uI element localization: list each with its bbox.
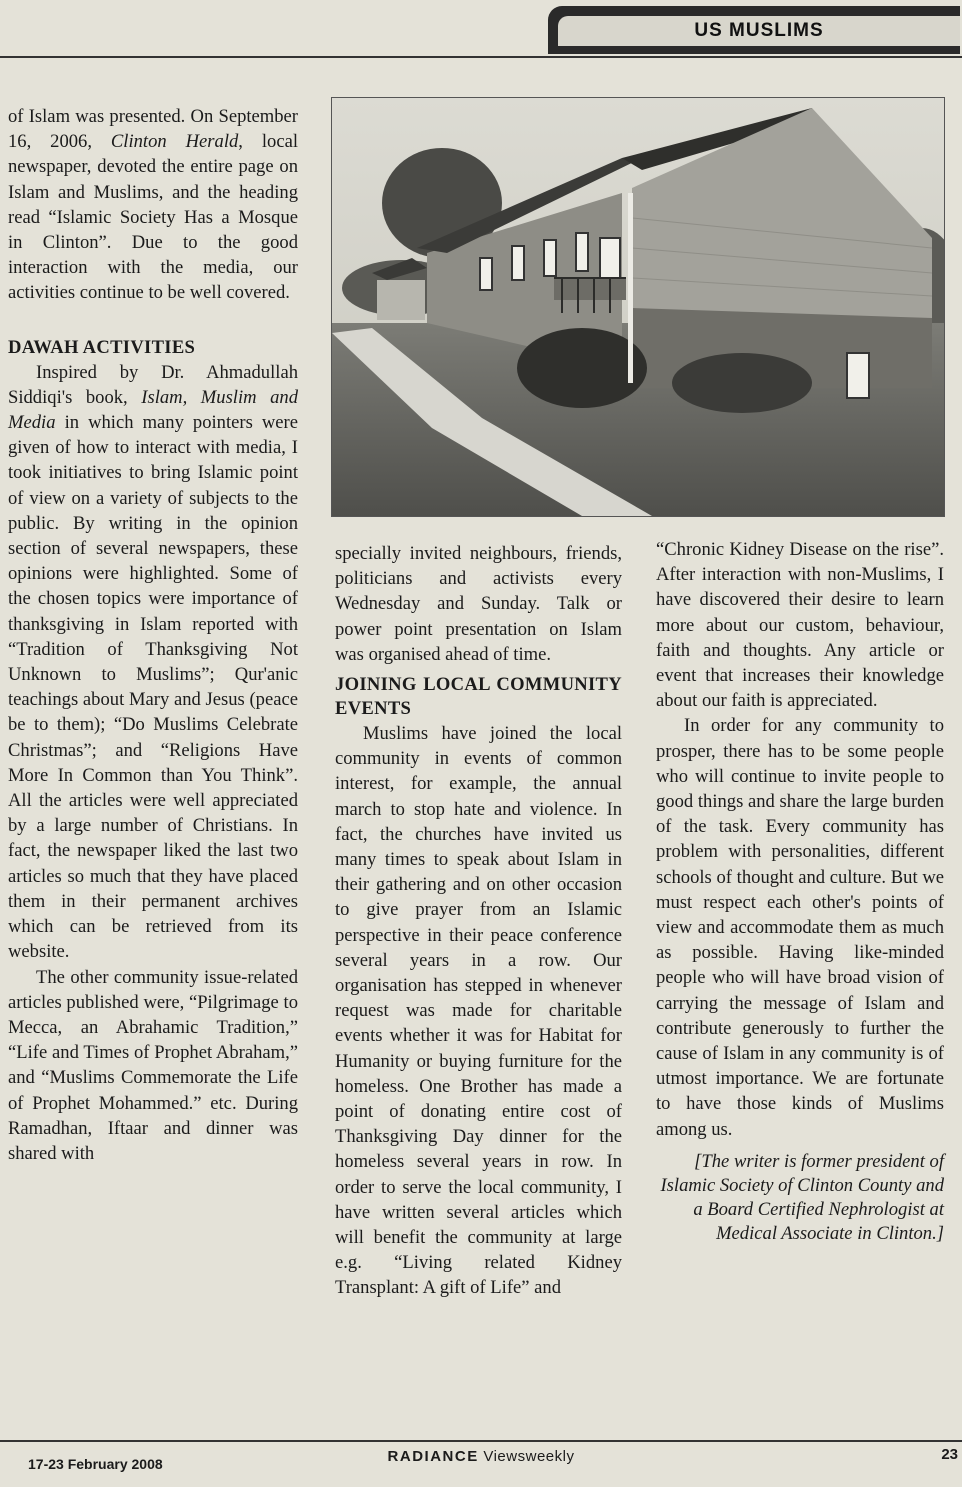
text-span: in which many pointers were given of how to interact with media, I took initiatives to bring Islamic point of view on a variety of subjects to the public. By writing in the opinion section of several newspapers, these opinions were highlighted. Some of the chosen topics were importance of thanksgiving in Islam reported with “Tradition of Thanksgiving Not Unknown to Muslims”; Qur'anic teachings about Mary and Jesus (peace be to them); “Do Muslims Celebrate Christmas”; and “Religions Have More In Common than You Think”. All the articles were well appreciated by a large number of Christians. In fact, the newspaper liked the last two articles so much that they have placed them in their permanent archives which can be retrieved from its website.	[8, 412, 298, 963]
paragraph-community-prosper: In order for any community to prosper, there has to be some people who will continue to invite people to good things and share the large burden of the task. Every community has problem with personalities, different schools of thought and culture. But we must respect each other's points of view and accommodate them as much as possible. Having like-minded people who will have broad vision of carrying the message of Islam and contribute generously to further the cause of Islam in any community is of utmost importance. We are fortunate to have those kinds of Muslims among us.	[656, 715, 944, 1140]
paragraph-iftaar: specially invited neighbours, friends, politicians and activists every Wednesday and Sunday. Talk or power point presentation on Islam was organised ahead of time.	[335, 543, 622, 665]
paragraph-other-articles: The other community issue-related articles published were, “Pilgrimage to Mecca, an Abrahamic Tradition,” “Life and Times of Prophet Abraham,” and “Muslims Commemorate the Life of Prophet Mohammed.” etc. During Ramadhan, Iftaar and dinner was shared with	[8, 966, 298, 1164]
paragraph-newspaper-coverage	[8, 104, 298, 306]
top-rule	[0, 56, 962, 58]
text-span: , local newspaper, devoted the entire page on Islam and Muslims, and the heading read “Islamic Society Has a Mosque in Clinton”. Due to the good interaction with the media, our activities continue to be well covered.	[8, 131, 298, 304]
article-column-2	[335, 541, 622, 1301]
author-credit: [The writer is former president of Islamic Society of Clinton County and a Board Certified Nephrologist at Medical Associate in Clinton.]	[660, 1150, 944, 1244]
paragraph-kidney-article: “Chronic Kidney Disease on the rise”. After interaction with non-Muslims, I have discovered their desire to learn more about our custom, behaviour, faith and thoughts. Any article or event that increases their knowledge about our faith is appreciated.	[656, 539, 944, 712]
mosque-building-image	[332, 98, 944, 516]
text-span: Inspired by Dr. Ahmadullah Siddiqi's book,	[8, 361, 298, 408]
section-tab	[548, 6, 960, 54]
issue-date: 17-23 February 2008	[28, 1456, 163, 1472]
text-span: of Islam was presented. On September 16, 2006,	[8, 106, 298, 153]
page-number: 23	[941, 1446, 958, 1463]
publication-title: RADIANCE	[387, 1448, 479, 1465]
publication-subtitle: Viewsweekly	[478, 1448, 575, 1465]
heading-dawah-activities: DAWAH ACTIVITIES	[8, 336, 196, 358]
mosque-photo	[331, 97, 945, 517]
footer-rule	[0, 1440, 962, 1442]
article-column-3	[656, 537, 944, 1246]
paragraph-dawah	[8, 360, 298, 965]
newspaper-name: Clinton Herald	[110, 131, 239, 153]
section-title: US MUSLIMS	[558, 16, 960, 46]
book-title: Islam, Muslim and Media	[8, 386, 299, 434]
publication-name	[0, 1448, 962, 1465]
article-column-1	[8, 104, 298, 1166]
paragraph-community-events: Muslims have joined the local community in events of common interest, for example, the annual march to stop hate and violence. In fact, the churches have invited us many times to speak about Islam in their gathering and on other occasion to give prayer from an Islamic perspective in their peace conference several years in a row. Our organisation has stepped in whenever request was made for charitable events whether it was for Habitat for Humanity or buying furniture for the homeless. One Brother has made a point of donating entire cost of Thanksgiving Day dinner for the homeless several years in row. In order to serve the local community, I have written several articles which will benefit the community at large e.g. “Living related Kidney Transplant: A gift of Life” and	[335, 723, 622, 1299]
heading-joining-local-community-events: JOINING LOCAL COMMUNITY EVENTS	[335, 674, 622, 720]
